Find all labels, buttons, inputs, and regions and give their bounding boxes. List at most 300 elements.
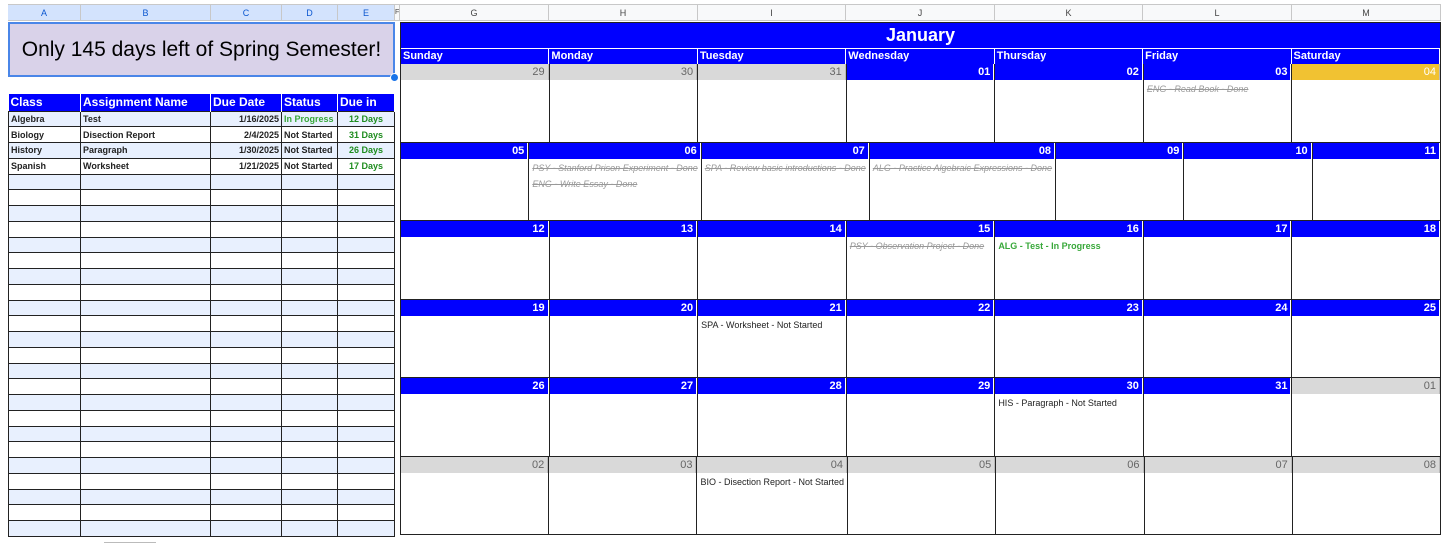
calendar-day-cell[interactable] bbox=[847, 64, 996, 143]
empty-cell[interactable] bbox=[81, 442, 211, 458]
weekday-thursday: Thursday bbox=[995, 49, 1143, 64]
column-header-h[interactable]: H bbox=[549, 4, 698, 21]
selection-fill-handle[interactable] bbox=[390, 73, 399, 82]
day-number: 07 bbox=[1145, 457, 1292, 473]
calendar-day-cell[interactable] bbox=[698, 64, 847, 143]
cell-name[interactable]: Worksheet bbox=[81, 158, 211, 174]
empty-cell[interactable] bbox=[81, 190, 211, 206]
empty-cell[interactable] bbox=[338, 316, 395, 332]
table-row-empty[interactable] bbox=[9, 174, 395, 190]
day-events bbox=[529, 159, 700, 221]
table-row-empty[interactable] bbox=[9, 363, 395, 379]
month-title[interactable]: January bbox=[401, 23, 1440, 48]
cell-status[interactable]: Not Started bbox=[282, 127, 338, 143]
calendar-day-cell[interactable] bbox=[1292, 221, 1440, 300]
empty-cell[interactable] bbox=[81, 347, 211, 363]
day-events bbox=[1145, 473, 1292, 535]
day-number: 05 bbox=[848, 457, 995, 473]
empty-cell[interactable] bbox=[282, 473, 338, 489]
calendar-day-cell[interactable] bbox=[550, 378, 699, 457]
calendar-week bbox=[401, 378, 1440, 457]
header-status[interactable]: Status bbox=[282, 94, 338, 111]
table-row[interactable] bbox=[9, 111, 395, 127]
column-header-f[interactable]: F bbox=[395, 4, 400, 21]
empty-cell[interactable] bbox=[211, 473, 282, 489]
calendar-day-cell[interactable] bbox=[1292, 300, 1440, 379]
empty-cell[interactable] bbox=[338, 269, 395, 285]
calendar-day-cell[interactable] bbox=[401, 378, 550, 457]
empty-cell[interactable] bbox=[81, 237, 211, 253]
empty-cell[interactable] bbox=[9, 473, 81, 489]
cell-name[interactable]: Test bbox=[81, 111, 211, 127]
empty-cell[interactable] bbox=[338, 379, 395, 395]
calendar-week bbox=[401, 221, 1440, 300]
empty-cell[interactable] bbox=[338, 410, 395, 426]
day-number: 08 bbox=[1293, 457, 1440, 473]
empty-cell[interactable] bbox=[211, 410, 282, 426]
calendar-day-cell[interactable] bbox=[995, 378, 1144, 457]
empty-cell[interactable] bbox=[282, 505, 338, 521]
empty-cell[interactable] bbox=[282, 316, 338, 332]
empty-cell[interactable] bbox=[338, 300, 395, 316]
table-row-empty[interactable] bbox=[9, 442, 395, 458]
empty-cell[interactable] bbox=[282, 237, 338, 253]
empty-cell[interactable] bbox=[282, 489, 338, 505]
cell-due-date[interactable]: 1/30/2025 bbox=[211, 143, 282, 159]
calendar-day-cell[interactable] bbox=[847, 300, 996, 379]
calendar-day-cell[interactable] bbox=[1292, 64, 1440, 143]
table-row-empty[interactable] bbox=[9, 237, 395, 253]
day-events bbox=[995, 80, 1143, 142]
day-number: 22 bbox=[847, 300, 995, 316]
day-number: 18 bbox=[1292, 221, 1440, 237]
assignments-body bbox=[9, 111, 395, 536]
table-row[interactable] bbox=[9, 158, 395, 174]
calendar-day-cell[interactable] bbox=[698, 378, 847, 457]
table-row[interactable] bbox=[9, 143, 395, 159]
calendar-event[interactable]: ENG - Write Essay - Done bbox=[532, 178, 638, 189]
day-events bbox=[1144, 237, 1292, 299]
column-header-e[interactable]: E bbox=[338, 4, 395, 21]
empty-cell[interactable] bbox=[211, 190, 282, 206]
empty-cell[interactable] bbox=[282, 410, 338, 426]
cell-class[interactable]: Spanish bbox=[9, 158, 81, 174]
day-events bbox=[1292, 394, 1440, 456]
table-row-empty[interactable] bbox=[9, 410, 395, 426]
column-header-j[interactable]: J bbox=[846, 4, 995, 21]
calendar-day-cell[interactable] bbox=[549, 457, 697, 536]
empty-cell[interactable] bbox=[9, 426, 81, 442]
calendar-day-cell[interactable] bbox=[550, 221, 699, 300]
column-header-k[interactable]: K bbox=[995, 4, 1143, 21]
cell-status[interactable]: Not Started bbox=[282, 158, 338, 174]
column-header-l[interactable]: L bbox=[1143, 4, 1292, 21]
day-events bbox=[698, 80, 846, 142]
table-row-empty[interactable] bbox=[9, 316, 395, 332]
empty-cell[interactable] bbox=[81, 269, 211, 285]
day-events bbox=[401, 394, 549, 456]
empty-cell[interactable] bbox=[338, 347, 395, 363]
empty-cell[interactable] bbox=[338, 174, 395, 190]
empty-cell[interactable] bbox=[9, 284, 81, 300]
empty-cell[interactable] bbox=[9, 410, 81, 426]
empty-cell[interactable] bbox=[211, 505, 282, 521]
day-events bbox=[401, 159, 528, 221]
banner-text: Only 145 days left of Spring Semester! bbox=[21, 37, 382, 61]
cell-class[interactable]: History bbox=[9, 143, 81, 159]
empty-cell[interactable] bbox=[211, 521, 282, 537]
empty-cell[interactable] bbox=[81, 505, 211, 521]
day-events bbox=[995, 394, 1143, 456]
calendar-day-cell[interactable] bbox=[1144, 300, 1293, 379]
day-number: 06 bbox=[529, 143, 700, 159]
empty-cell[interactable] bbox=[81, 363, 211, 379]
calendar-event[interactable]: SPA - Worksheet - Not Started bbox=[701, 319, 823, 330]
empty-cell[interactable] bbox=[9, 316, 81, 332]
empty-cell[interactable] bbox=[282, 395, 338, 411]
day-number: 13 bbox=[550, 221, 698, 237]
table-row-empty[interactable] bbox=[9, 395, 395, 411]
column-header-i[interactable]: I bbox=[698, 4, 846, 21]
empty-cell[interactable] bbox=[9, 269, 81, 285]
calendar-day-cell[interactable] bbox=[848, 457, 996, 536]
calendar-day-cell[interactable] bbox=[401, 457, 549, 536]
empty-cell[interactable] bbox=[211, 363, 282, 379]
empty-cell[interactable] bbox=[211, 426, 282, 442]
day-number: 31 bbox=[698, 64, 846, 80]
weekday-friday: Friday bbox=[1143, 49, 1291, 64]
empty-cell[interactable] bbox=[81, 316, 211, 332]
calendar-day-cell[interactable] bbox=[401, 143, 529, 222]
table-row-empty[interactable] bbox=[9, 379, 395, 395]
empty-cell[interactable] bbox=[211, 316, 282, 332]
empty-cell[interactable] bbox=[338, 458, 395, 474]
cell-class[interactable]: Algebra bbox=[9, 111, 81, 127]
column-header-c[interactable]: C bbox=[211, 4, 282, 21]
table-row-empty[interactable] bbox=[9, 190, 395, 206]
empty-cell[interactable] bbox=[81, 489, 211, 505]
day-events bbox=[1313, 159, 1440, 221]
empty-cell[interactable] bbox=[282, 347, 338, 363]
calendar-week bbox=[401, 457, 1440, 536]
header-due-date[interactable]: Due Date bbox=[211, 94, 282, 111]
empty-cell[interactable] bbox=[338, 505, 395, 521]
day-number: 30 bbox=[995, 378, 1143, 394]
empty-cell[interactable] bbox=[338, 521, 395, 537]
table-row-empty[interactable] bbox=[9, 253, 395, 269]
calendar-day-cell[interactable] bbox=[1313, 143, 1440, 222]
calendar-day-cell[interactable] bbox=[995, 64, 1144, 143]
calendar-event[interactable]: PSY - Stanford Prison Experiment - Done bbox=[532, 162, 698, 173]
empty-cell[interactable] bbox=[81, 426, 211, 442]
column-header-g[interactable]: G bbox=[400, 4, 549, 21]
day-events bbox=[550, 316, 698, 378]
table-row-empty[interactable] bbox=[9, 426, 395, 442]
calendar-event[interactable]: PSY - Observation Project - Done bbox=[849, 241, 985, 251]
table-row-empty[interactable] bbox=[9, 473, 395, 489]
weekday-saturday: Saturday bbox=[1292, 49, 1440, 64]
weekday-monday: Monday bbox=[549, 49, 697, 64]
empty-cell[interactable] bbox=[9, 206, 81, 222]
empty-cell[interactable] bbox=[338, 190, 395, 206]
cell-due-date[interactable]: 2/4/2025 bbox=[211, 127, 282, 143]
calendar-event[interactable]: ENG - Read Book - Done bbox=[1146, 84, 1249, 94]
day-number: 19 bbox=[401, 300, 549, 316]
assignments-header-row bbox=[9, 94, 395, 111]
empty-cell[interactable] bbox=[9, 458, 81, 474]
day-events bbox=[847, 394, 995, 456]
calendar-week bbox=[401, 300, 1440, 379]
empty-cell[interactable] bbox=[81, 206, 211, 222]
empty-cell[interactable] bbox=[282, 300, 338, 316]
column-header-a[interactable]: A bbox=[8, 4, 81, 21]
table-row-empty[interactable] bbox=[9, 332, 395, 348]
empty-cell[interactable] bbox=[338, 489, 395, 505]
day-events bbox=[698, 316, 846, 378]
day-number: 03 bbox=[1144, 64, 1292, 80]
empty-cell[interactable] bbox=[282, 379, 338, 395]
calendar-weeks bbox=[401, 64, 1440, 535]
empty-cell[interactable] bbox=[81, 379, 211, 395]
calendar-day-cell[interactable] bbox=[401, 300, 550, 379]
empty-cell[interactable] bbox=[9, 521, 81, 537]
table-row-empty[interactable] bbox=[9, 505, 395, 521]
cell-name[interactable]: Disection Report bbox=[81, 127, 211, 143]
day-number: 16 bbox=[995, 221, 1143, 237]
calendar-day-cell[interactable] bbox=[1184, 143, 1312, 222]
day-number: 17 bbox=[1144, 221, 1292, 237]
empty-cell[interactable] bbox=[282, 206, 338, 222]
empty-cell[interactable] bbox=[211, 284, 282, 300]
empty-cell[interactable] bbox=[211, 458, 282, 474]
calendar-day-cell[interactable] bbox=[550, 300, 699, 379]
calendar-day-cell[interactable] bbox=[702, 143, 870, 222]
empty-cell[interactable] bbox=[81, 332, 211, 348]
empty-cell[interactable] bbox=[81, 458, 211, 474]
calendar-day-cell[interactable] bbox=[870, 143, 1056, 222]
calendar-day-cell[interactable] bbox=[847, 378, 996, 457]
empty-cell[interactable] bbox=[9, 395, 81, 411]
empty-cell[interactable] bbox=[9, 190, 81, 206]
empty-cell[interactable] bbox=[9, 489, 81, 505]
column-header-d[interactable]: D bbox=[282, 4, 338, 21]
empty-cell[interactable] bbox=[338, 395, 395, 411]
day-events bbox=[995, 316, 1143, 378]
empty-cell[interactable] bbox=[9, 379, 81, 395]
cell-due-in[interactable]: 12 Days bbox=[338, 111, 395, 127]
empty-cell[interactable] bbox=[81, 300, 211, 316]
calendar-day-cell[interactable] bbox=[1144, 378, 1293, 457]
empty-cell[interactable] bbox=[81, 221, 211, 237]
empty-cell[interactable] bbox=[282, 253, 338, 269]
calendar-day-cell[interactable] bbox=[847, 221, 996, 300]
semester-countdown-banner[interactable] bbox=[8, 22, 395, 77]
day-events bbox=[1292, 237, 1440, 299]
day-number: 26 bbox=[401, 378, 549, 394]
empty-cell[interactable] bbox=[282, 269, 338, 285]
calendar-event[interactable]: SPA - Review basic introductions - Done bbox=[704, 162, 866, 173]
empty-cell[interactable] bbox=[338, 237, 395, 253]
empty-cell[interactable] bbox=[338, 473, 395, 489]
calendar-day-cell[interactable] bbox=[1144, 64, 1293, 143]
empty-cell[interactable] bbox=[211, 237, 282, 253]
weekday-tuesday: Tuesday bbox=[698, 49, 846, 64]
empty-cell[interactable] bbox=[282, 458, 338, 474]
empty-cell[interactable] bbox=[211, 300, 282, 316]
empty-cell[interactable] bbox=[9, 237, 81, 253]
empty-cell[interactable] bbox=[338, 221, 395, 237]
table-row-empty[interactable] bbox=[9, 458, 395, 474]
day-number: 24 bbox=[1144, 300, 1292, 316]
empty-cell[interactable] bbox=[9, 221, 81, 237]
day-number: 08 bbox=[870, 143, 1055, 159]
empty-cell[interactable] bbox=[282, 363, 338, 379]
day-number: 04 bbox=[697, 457, 847, 473]
empty-cell[interactable] bbox=[211, 174, 282, 190]
empty-cell[interactable] bbox=[211, 395, 282, 411]
empty-cell[interactable] bbox=[211, 489, 282, 505]
empty-cell[interactable] bbox=[282, 284, 338, 300]
cell-due-date[interactable]: 1/21/2025 bbox=[211, 158, 282, 174]
cell-status[interactable]: Not Started bbox=[282, 143, 338, 159]
day-number: 29 bbox=[401, 64, 549, 80]
table-row-empty[interactable] bbox=[9, 206, 395, 222]
empty-cell[interactable] bbox=[81, 410, 211, 426]
weekday-sunday: Sunday bbox=[401, 49, 549, 64]
column-header-m[interactable]: M bbox=[1292, 4, 1441, 21]
sheet-tab-stub[interactable] bbox=[104, 542, 156, 546]
calendar-day-cell[interactable] bbox=[1145, 457, 1293, 536]
calendar-event[interactable]: BIO - Disection Report - Not Started bbox=[700, 476, 845, 487]
empty-cell[interactable] bbox=[9, 300, 81, 316]
cell-due-in[interactable]: 17 Days bbox=[338, 158, 395, 174]
cell-due-date[interactable]: 1/16/2025 bbox=[211, 111, 282, 127]
day-events bbox=[1144, 316, 1292, 378]
calendar-day-cell[interactable] bbox=[995, 221, 1144, 300]
empty-cell[interactable] bbox=[282, 442, 338, 458]
day-events bbox=[401, 316, 549, 378]
empty-cell[interactable] bbox=[81, 253, 211, 269]
day-events bbox=[550, 80, 698, 142]
empty-cell[interactable] bbox=[282, 174, 338, 190]
empty-cell[interactable] bbox=[211, 347, 282, 363]
table-row-empty[interactable] bbox=[9, 489, 395, 505]
empty-cell[interactable] bbox=[211, 253, 282, 269]
calendar-day-cell[interactable] bbox=[995, 300, 1144, 379]
table-row-empty[interactable] bbox=[9, 300, 395, 316]
calendar-day-cell[interactable] bbox=[698, 300, 847, 379]
calendar-day-cell[interactable] bbox=[529, 143, 701, 222]
calendar-day-cell[interactable] bbox=[996, 457, 1144, 536]
header-class[interactable]: Class bbox=[9, 94, 81, 111]
empty-cell[interactable] bbox=[81, 174, 211, 190]
day-events bbox=[995, 237, 1143, 299]
empty-cell[interactable] bbox=[9, 253, 81, 269]
empty-cell[interactable] bbox=[282, 221, 338, 237]
empty-cell[interactable] bbox=[338, 206, 395, 222]
empty-cell[interactable] bbox=[211, 269, 282, 285]
empty-cell[interactable] bbox=[9, 347, 81, 363]
empty-cell[interactable] bbox=[9, 174, 81, 190]
day-events bbox=[698, 237, 846, 299]
day-number: 02 bbox=[995, 64, 1143, 80]
calendar-day-cell[interactable] bbox=[401, 221, 550, 300]
empty-cell[interactable] bbox=[282, 190, 338, 206]
day-events bbox=[1293, 473, 1440, 535]
table-row-empty[interactable] bbox=[9, 221, 395, 237]
cell-due-in[interactable]: 31 Days bbox=[338, 127, 395, 143]
table-row-empty[interactable] bbox=[9, 521, 395, 537]
day-number: 31 bbox=[1144, 378, 1292, 394]
empty-cell[interactable] bbox=[338, 332, 395, 348]
column-header-b[interactable]: B bbox=[81, 4, 211, 21]
table-row-empty[interactable] bbox=[9, 269, 395, 285]
day-number: 14 bbox=[698, 221, 846, 237]
empty-cell[interactable] bbox=[9, 505, 81, 521]
empty-cell[interactable] bbox=[211, 379, 282, 395]
empty-cell[interactable] bbox=[211, 206, 282, 222]
empty-cell[interactable] bbox=[282, 521, 338, 537]
empty-cell[interactable] bbox=[282, 426, 338, 442]
cell-due-in[interactable]: 26 Days bbox=[338, 143, 395, 159]
empty-cell[interactable] bbox=[282, 332, 338, 348]
empty-cell[interactable] bbox=[81, 395, 211, 411]
calendar-event[interactable]: ALG - Test - In Progress bbox=[998, 241, 1101, 251]
empty-cell[interactable] bbox=[338, 442, 395, 458]
empty-cell[interactable] bbox=[338, 426, 395, 442]
calendar-day-cell[interactable] bbox=[401, 64, 550, 143]
empty-cell[interactable] bbox=[81, 521, 211, 537]
day-number: 01 bbox=[1292, 378, 1440, 394]
empty-cell[interactable] bbox=[211, 332, 282, 348]
calendar-day-cell[interactable] bbox=[697, 457, 848, 536]
cell-class[interactable]: Biology bbox=[9, 127, 81, 143]
empty-cell[interactable] bbox=[211, 221, 282, 237]
calendar-day-cell[interactable] bbox=[1056, 143, 1184, 222]
empty-cell[interactable] bbox=[9, 332, 81, 348]
empty-cell[interactable] bbox=[9, 442, 81, 458]
header-due-in[interactable]: Due in bbox=[338, 94, 395, 111]
empty-cell[interactable] bbox=[338, 253, 395, 269]
weekday-wednesday: Wednesday bbox=[846, 49, 994, 64]
empty-cell[interactable] bbox=[81, 473, 211, 489]
day-number: 30 bbox=[550, 64, 698, 80]
calendar bbox=[400, 22, 1441, 535]
empty-cell[interactable] bbox=[9, 363, 81, 379]
day-events bbox=[1292, 316, 1440, 378]
day-events bbox=[847, 316, 995, 378]
calendar-day-cell[interactable] bbox=[1293, 457, 1440, 536]
calendar-day-cell[interactable] bbox=[698, 221, 847, 300]
day-events bbox=[401, 473, 548, 535]
day-number: 07 bbox=[702, 143, 869, 159]
calendar-event[interactable]: ALG - Practice Algebraic Expressions - Done bbox=[872, 162, 1053, 173]
calendar-day-cell[interactable] bbox=[1144, 221, 1293, 300]
cell-name[interactable]: Paragraph bbox=[81, 143, 211, 159]
calendar-event[interactable]: HIS - Paragraph - Not Started bbox=[998, 398, 1117, 408]
empty-cell[interactable] bbox=[211, 442, 282, 458]
table-row-empty[interactable] bbox=[9, 284, 395, 300]
empty-cell[interactable] bbox=[81, 284, 211, 300]
empty-cell[interactable] bbox=[338, 284, 395, 300]
header-assignment-name[interactable]: Assignment Name bbox=[81, 94, 211, 111]
cell-status[interactable]: In Progress bbox=[282, 111, 338, 127]
table-row[interactable] bbox=[9, 127, 395, 143]
table-row-empty[interactable] bbox=[9, 347, 395, 363]
calendar-day-cell[interactable] bbox=[1292, 378, 1440, 457]
calendar-day-cell[interactable] bbox=[550, 64, 699, 143]
empty-cell[interactable] bbox=[338, 363, 395, 379]
